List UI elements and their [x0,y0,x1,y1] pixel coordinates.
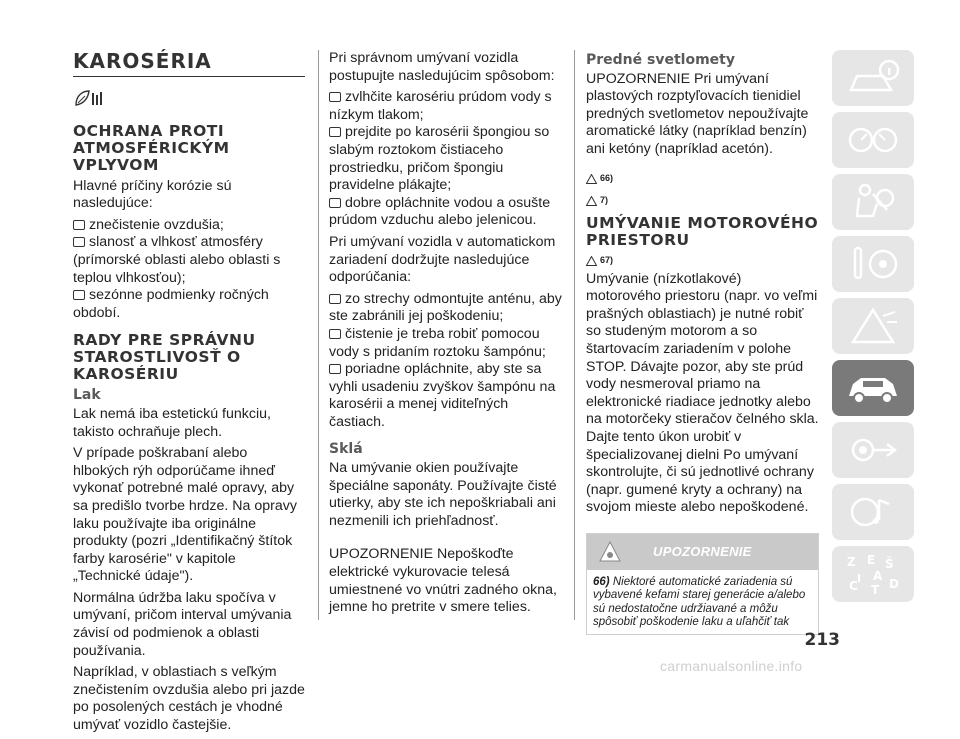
car-maintenance-icon [843,366,903,410]
sidebar-tab-info[interactable] [832,50,914,106]
sidebar-tab-technical-data[interactable] [832,422,914,478]
list-item: zo strechy odmontujte anténu, aby ste zabránili jej poškodeniu; [329,290,562,325]
subheading-paint: Lak [73,387,101,404]
checkbox-bullet-icon [329,92,341,102]
list-item: prejdite po karosérii špongiou so slabým roztokom čistiaceho prostriedku, pričom špongiu pravidelne plákajte; [329,124,550,194]
list-item: sezónne podmienky ročných období. [73,287,269,321]
warning-hand-icon [599,541,621,563]
checkbox-bullet-icon [329,127,341,137]
checkbox-bullet-icon [329,294,341,304]
index-letter: D [889,577,899,591]
checkbox-bullet-icon [329,364,341,374]
airbag-safety-icon [843,180,903,224]
section-title-engine: UMÝVANIE MOTOROVÉHO PRIESTORU [586,213,819,249]
info-car-icon [843,56,903,100]
chapter-title: KAROSÉRIA [73,49,212,73]
paragraph: Normálna údržba laku spočíva v umývaní, pričom interval umývania závisí od podmienok a oblasti používania. [73,589,292,659]
checkbox-bullet-icon [329,198,341,208]
index-letter: Z [847,555,856,569]
column-middle [329,50,562,621]
caution-reference[interactable]: 7) [586,193,819,209]
page-number: 213 [804,630,840,650]
paragraph: Pri umývaní vozidla v automatickom zariadení dodržujte nasledujúce odporúčania: [329,233,556,286]
warning-reference[interactable]: 67) [586,253,819,269]
sidebar-tab-multimedia[interactable] [832,484,914,540]
paragraph: Umývanie (nízkotlakové) motorového priestoru (napr. vo veľmi prašných oblastiach) je nutné robiť so studeným motorom a so štartovacím zariadením v polohe STOP. Dávajte pozor, aby ste prúd vody nesmeroval priamo na elektronické riadiace jednotky alebo na motorčeky stieračov čelného skla. Dajte tento úkon urobiť v špecializovanej dielni Po umývaní skontrolujte, či sú jednotlivé ochrany (napr. gumené kryty a ochrany) na svojom mieste alebo nepoškodené. [586,270,819,516]
dashboard-gauges-icon [843,118,903,162]
technical-data-icon [843,428,903,472]
index-letter: E [867,553,876,567]
warning-box-body: 66) Niektoré automatické zariadenia sú vybavené kefami starej generácie a/alebo sú nedostatočne udržiavané a môžu spôsobiť poškodenie laku a uľahčiť tak [593,575,806,629]
paragraph: V prípade poškrabaní alebo hlbokých rýh odporúčame ihneď vykonať potrebné malé opravy, aby sa predišlo tvorbe hrdze. Na opravy laku používajte iba originálne produkty (pozri „Identifikačný štítok farby karosérie" v kapitole „Technické údaje"). [73,445,297,585]
sidebar-tab-starting[interactable] [832,236,914,292]
warning-hand-icon [586,256,597,266]
section-title-care: RADY PRE SPRÁVNU STAROSTLIVOSŤ O KAROSÉRIU [73,331,256,384]
subheading-headlights: Predné svetlomety [586,52,735,68]
paragraph: Napríklad, v oblastiach s veľkým znečistením ovzdušia alebo pri jazde po posolených cestách je vhodné umývať vozidlo častejšie. [73,664,305,734]
index-letter: Š [885,557,894,571]
chapter-sidebar [832,50,914,608]
footer-watermark: carmanualsonline.info [660,658,803,674]
column-divider [318,50,319,620]
checkbox-bullet-icon [329,329,341,339]
key-steering-icon [843,242,903,286]
paragraph: Na umývanie okien používajte špeciálne saponáty. Používajte čisté utierky, aby ste ich nepoškriabali ani nezmenili ich priehľadnosť. [329,460,557,529]
warning-box-header [587,534,818,570]
sidebar-tab-index[interactable] [832,546,914,602]
list-item: poriadne opláchnite, aby ste sa vyhli usadeniu zvyškov šampónu na karosérii a menej viditeľných častiach. [329,361,556,430]
title-rule [73,76,305,77]
subheading-glass: Sklá [329,441,363,458]
warning-reference[interactable]: 66) [586,171,819,187]
eco-leaf-icon [73,87,103,109]
section-intro: Hlavné príčiny korózie sú nasledujúce: [73,177,232,212]
paragraph-notice: UPOZORNENIE Nepoškoďte elektrické vykurovacie telesá umiestnené vo vnútri zadného okna, jemne ho pretrite v smere telies. [329,546,557,616]
index-letter: C [849,579,858,593]
sidebar-tab-safety[interactable] [832,174,914,230]
list-item: zvlhčite karosériu prúdom vody s nízkym tlakom; [329,89,552,123]
column-divider [574,50,575,620]
paragraph: Pri správnom umývaní vozidla postupujte nasledujúcim spôsobom: [329,50,555,84]
list-item: čistenie je treba robiť pomocou vody s pridaním roztoku šampónu; [329,325,546,360]
warning-box [586,533,819,635]
sidebar-tab-dashboard[interactable] [832,112,914,168]
warning-triangle-icon [843,304,903,348]
column-right [586,50,819,635]
index-letter: T [871,583,880,596]
sidebar-tab-emergency[interactable] [832,298,914,354]
index-letter: A [873,569,883,583]
checkbox-bullet-icon [73,290,85,300]
warning-hand-icon [586,174,597,184]
caution-icon [586,196,597,206]
paragraph: UPOZORNENIE Pri umývaní plastových rozptyľovacích tienidiel predných svetlometov nepoužívajte aromatické látky (napríklad benzín) ani ketóny (napríklad acetón). [586,70,809,157]
index-letter: I [857,572,862,585]
index-letters-icon [843,552,903,596]
checkbox-bullet-icon [73,237,85,247]
list-item: dobre opláchnite vodou a osušte prúdom vzduchu alebo jelenicou. [329,194,551,229]
list-item: slanosť a vlhkosť atmosféry (prímorské oblasti alebo oblasti s teplou vlhkosťou); [73,234,281,286]
list-item: znečistenie ovzdušia; [73,217,305,235]
sidebar-tab-maintenance[interactable] [832,360,914,416]
warning-box-title: UPOZORNENIE [653,544,752,560]
multimedia-icon [843,490,903,534]
checkbox-bullet-icon [73,220,85,230]
paragraph: Lak nemá iba estetickú funkciu, takisto ochraňuje plech. [73,405,271,440]
section-title-protection: OCHRANA PROTI ATMOSFÉRICKÝM VPLYVOM [73,121,230,174]
column-left [73,50,305,739]
